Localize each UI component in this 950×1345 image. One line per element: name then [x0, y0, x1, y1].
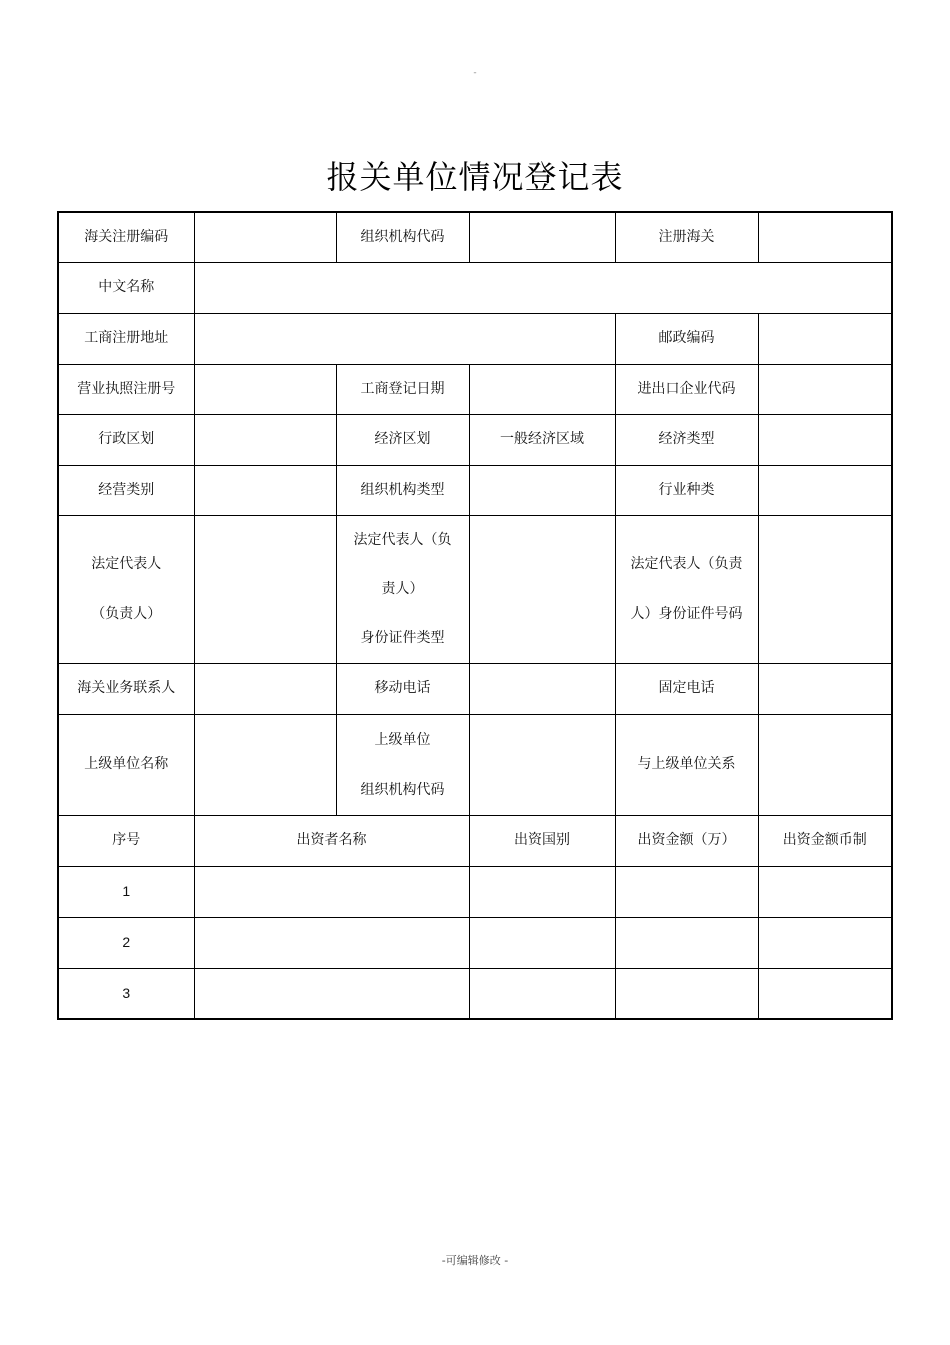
- field-ie-enterprise-code[interactable]: [758, 364, 892, 414]
- footer-note: -可编辑修改 -: [441, 1254, 509, 1267]
- field-business-category[interactable]: [194, 465, 336, 515]
- label-relation-to-parent: 与上级单位关系: [615, 714, 758, 815]
- field-investor-name[interactable]: [194, 968, 469, 1019]
- field-legal-rep-id-type[interactable]: [469, 515, 615, 663]
- row-contact: [58, 663, 892, 714]
- label-parent-org-code-line1: 上级单位: [374, 731, 431, 748]
- field-chinese-name[interactable]: [194, 262, 892, 313]
- field-investment-amount[interactable]: [615, 866, 758, 917]
- label-org-code: 组织机构代码: [336, 212, 469, 262]
- row-legal-rep: [58, 515, 892, 663]
- field-investment-amount[interactable]: [615, 917, 758, 968]
- registration-form-table: [57, 211, 893, 1020]
- field-investment-currency[interactable]: [758, 917, 892, 968]
- row-parent: [58, 714, 892, 815]
- row-customs-reg: [58, 212, 892, 262]
- label-legal-rep-id-no-line1: 法定代表人（负责: [630, 556, 743, 572]
- label-legal-rep-line2: （负责人）: [91, 606, 162, 622]
- row-division: [58, 414, 892, 465]
- field-investor-country[interactable]: [469, 968, 615, 1019]
- label-legal-rep-id-no: [615, 515, 758, 663]
- header-seq: 序号: [58, 815, 194, 866]
- field-investment-amount[interactable]: [615, 968, 758, 1019]
- field-investor-country[interactable]: [469, 917, 615, 968]
- field-license-reg-no[interactable]: [194, 364, 336, 414]
- field-parent-org-code[interactable]: [469, 714, 615, 815]
- field-customs-reg-code[interactable]: [194, 212, 336, 262]
- row-license: [58, 364, 892, 414]
- label-mobile: 移动电话: [336, 663, 469, 714]
- field-investor-name[interactable]: [194, 917, 469, 968]
- label-landline: 固定电话: [615, 663, 758, 714]
- label-org-type: 组织机构类型: [336, 465, 469, 515]
- top-mark: -: [473, 68, 477, 78]
- label-parent-org-code: [336, 714, 469, 815]
- row-address: [58, 313, 892, 364]
- label-legal-rep-id-type: [336, 515, 469, 663]
- row-category: [58, 465, 892, 515]
- header-investment-currency: 出资金额币制: [758, 815, 892, 866]
- field-biz-reg-address[interactable]: [194, 313, 615, 364]
- label-legal-rep-line1: 法定代表人: [91, 556, 162, 572]
- header-investor-country: 出资国别: [469, 815, 615, 866]
- label-admin-division: 行政区划: [58, 414, 194, 465]
- investor-row: [58, 917, 892, 968]
- label-customs-reg-code: 海关注册编码: [58, 212, 194, 262]
- field-reg-customs[interactable]: [758, 212, 892, 262]
- field-investor-name[interactable]: [194, 866, 469, 917]
- investor-row: [58, 866, 892, 917]
- page-title: 报关单位情况登记表: [326, 158, 624, 196]
- header-investor-name: 出资者名称: [194, 815, 469, 866]
- label-parent-name: 上级单位名称: [58, 714, 194, 815]
- field-org-code[interactable]: [469, 212, 615, 262]
- field-investment-currency[interactable]: [758, 866, 892, 917]
- label-legal-rep: [58, 515, 194, 663]
- field-industry-type[interactable]: [758, 465, 892, 515]
- label-postal-code: 邮政编码: [615, 313, 758, 364]
- investor-row: [58, 968, 892, 1019]
- field-landline[interactable]: [758, 663, 892, 714]
- investor-header-row: [58, 815, 892, 866]
- label-license-reg-no: 营业执照注册号: [58, 364, 194, 414]
- investor-seq: 3: [58, 968, 194, 1019]
- label-reg-customs: 注册海关: [615, 212, 758, 262]
- field-postal-code[interactable]: [758, 313, 892, 364]
- label-legal-rep-id-type-line3: 身份证件类型: [360, 629, 445, 646]
- field-legal-rep[interactable]: [194, 515, 336, 663]
- field-economic-zone[interactable]: 一般经济区域: [469, 414, 615, 465]
- field-org-type[interactable]: [469, 465, 615, 515]
- label-biz-reg-address: 工商注册地址: [58, 313, 194, 364]
- label-parent-org-code-line2: 组织机构代码: [360, 781, 445, 798]
- label-economic-type: 经济类型: [615, 414, 758, 465]
- field-admin-division[interactable]: [194, 414, 336, 465]
- field-investor-country[interactable]: [469, 866, 615, 917]
- label-industry-type: 行业种类: [615, 465, 758, 515]
- investor-seq: 1: [58, 866, 194, 917]
- field-economic-type[interactable]: [758, 414, 892, 465]
- field-relation-to-parent[interactable]: [758, 714, 892, 815]
- field-mobile[interactable]: [469, 663, 615, 714]
- label-biz-reg-date: 工商登记日期: [336, 364, 469, 414]
- field-parent-name[interactable]: [194, 714, 336, 815]
- label-economic-zone: 经济区划: [336, 414, 469, 465]
- label-ie-enterprise-code: 进出口企业代码: [615, 364, 758, 414]
- field-biz-reg-date[interactable]: [469, 364, 615, 414]
- label-chinese-name: 中文名称: [58, 262, 194, 313]
- label-legal-rep-id-no-line2: 人）身份证件号码: [630, 606, 743, 622]
- label-business-category: 经营类别: [58, 465, 194, 515]
- row-chinese-name: [58, 262, 892, 313]
- investor-seq: 2: [58, 917, 194, 968]
- field-investment-currency[interactable]: [758, 968, 892, 1019]
- field-legal-rep-id-no[interactable]: [758, 515, 892, 663]
- label-legal-rep-id-type-line1: 法定代表人（负: [353, 531, 452, 548]
- field-customs-contact[interactable]: [194, 663, 336, 714]
- label-customs-contact: 海关业务联系人: [58, 663, 194, 714]
- header-investment-amount: 出资金额（万）: [615, 815, 758, 866]
- label-legal-rep-id-type-line2: 责人）: [381, 580, 424, 597]
